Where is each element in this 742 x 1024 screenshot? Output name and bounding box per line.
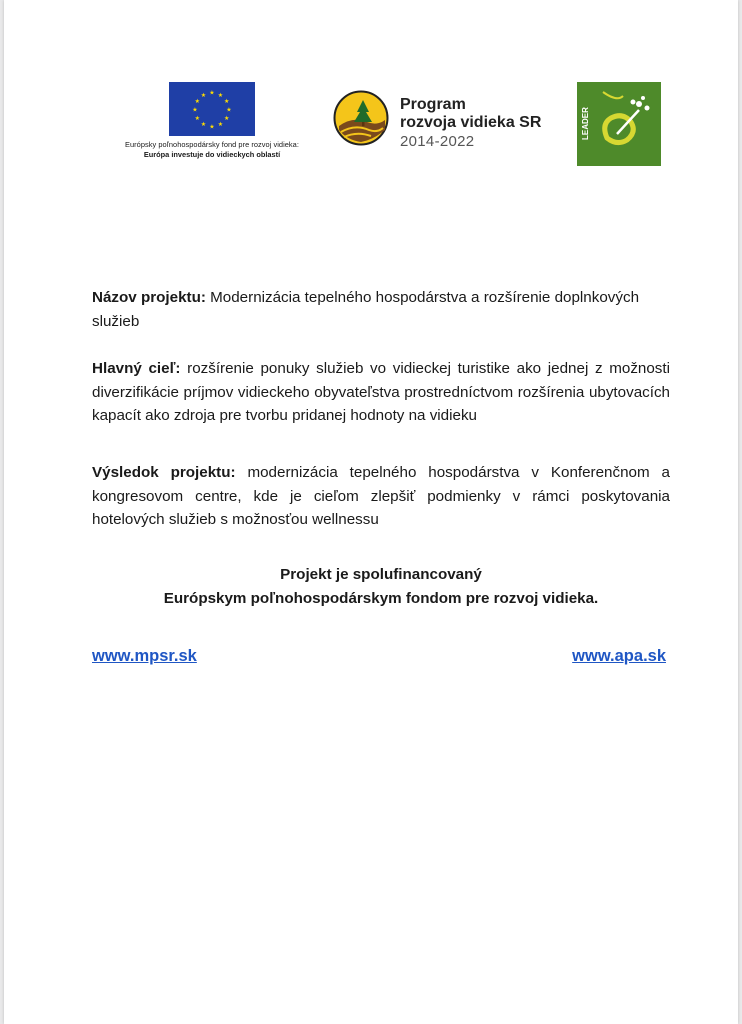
svg-text:★: ★ xyxy=(200,121,207,129)
project-result-label: Výsledok projektu: xyxy=(92,464,236,481)
apa-link[interactable]: www.apa.sk xyxy=(572,647,666,665)
project-result xyxy=(92,461,670,532)
funding-line2: Európskym poľnohospodárskym fondom pre rozvoj vidieka. xyxy=(163,589,599,607)
svg-text:★: ★ xyxy=(217,121,224,129)
project-name-label: Názov projektu: xyxy=(92,289,206,306)
document-page xyxy=(4,0,738,1024)
svg-text:★: ★ xyxy=(226,106,232,114)
project-name xyxy=(92,286,670,333)
eu-caption-line2: Európa investuje do vidieckych oblastí xyxy=(143,150,281,159)
project-goal xyxy=(92,357,670,428)
funding-statement xyxy=(92,563,670,610)
svg-text:★: ★ xyxy=(200,91,207,99)
svg-text:★: ★ xyxy=(224,98,230,105)
program-title xyxy=(400,96,541,132)
project-name-value: Modernizácia tepelného hospodárstva a rozšírenie doplnkových služieb xyxy=(92,289,640,330)
prv-emblem-icon xyxy=(333,90,389,146)
svg-text:★: ★ xyxy=(192,106,198,114)
program-years: 2014-2022 xyxy=(400,133,475,150)
eu-caption-line1: Európsky poľnohospodársky fond pre rozvoj vidieka: xyxy=(125,140,299,149)
leader-text: LEADER xyxy=(581,107,590,140)
svg-text:★: ★ xyxy=(217,91,224,99)
program-line2: rozvoja vidieka SR xyxy=(400,114,542,131)
program-line1: Program xyxy=(400,96,466,113)
prv-logo-block xyxy=(333,88,553,150)
svg-text:★: ★ xyxy=(209,89,215,97)
mpsr-link[interactable]: www.mpsr.sk xyxy=(92,647,197,665)
project-goal-label: Hlavný cieľ: xyxy=(92,360,181,377)
leader-logo-icon xyxy=(577,82,661,166)
svg-text:★: ★ xyxy=(209,123,215,131)
eu-flag-icon xyxy=(169,82,255,136)
project-result-value: modernizácia tepelného hospodárstva v Konferenčnom a kongresovom centre, kde je cieľom zlepšiť podmienky v rámci poskytovania hotelových služieb s možnosťou wellnessu xyxy=(92,464,670,528)
svg-text:★: ★ xyxy=(194,98,200,105)
funding-line1: Projekt je spolufinancovaný xyxy=(280,566,482,583)
eu-logo-block xyxy=(102,82,322,159)
project-goal-value: rozšírenie ponuky služieb vo vidieckej turistike ako jednej z možnosti diverzifikácie príjmov vidieckeho obyvateľstva prostredníctvom rozšírenia ubytovacích kapacít ako zdroja pre tvorbu pridanej hodnoty na vidieku xyxy=(92,360,670,424)
svg-text:★: ★ xyxy=(224,115,230,122)
svg-text:★: ★ xyxy=(194,115,200,122)
